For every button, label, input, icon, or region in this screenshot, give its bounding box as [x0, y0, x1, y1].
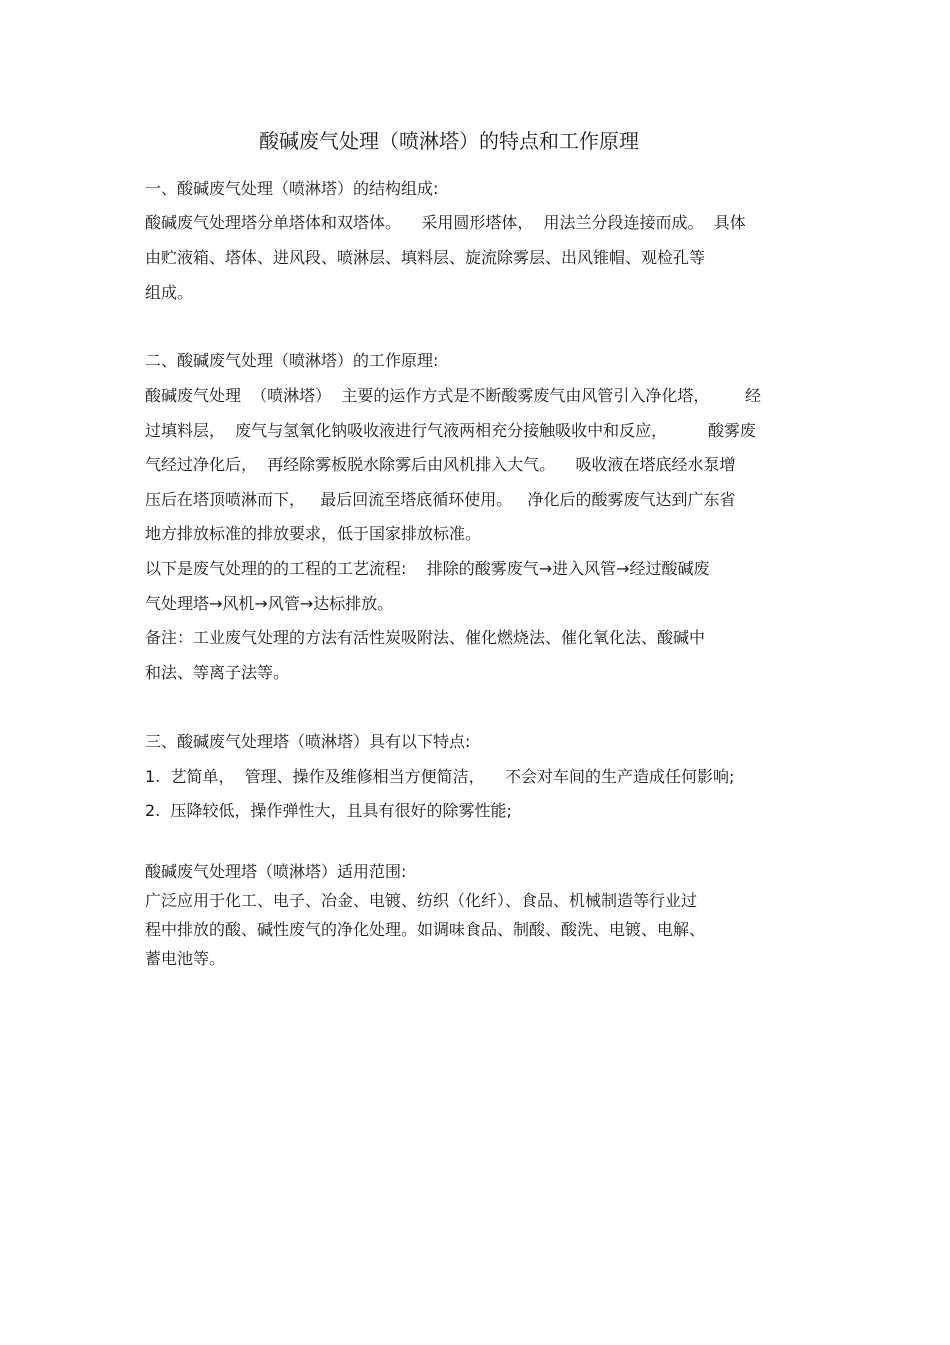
paragraph-line: 酸碱废气处理 （喷淋塔） 主要的运作方式是不断酸雾废气由风管引入净化塔， 经	[145, 386, 761, 405]
note-line: 和法、等离子法等。	[145, 663, 290, 682]
section-1-heading: 一、酸碱废气处理（喷淋塔）的结构组成:	[145, 179, 439, 198]
paragraph-line: 气经过净化后， 再经除雾板脱水除雾后由风机排入大气。 吸收液在塔底经水泵增	[145, 455, 736, 474]
paragraph-line: 酸碱废气处理塔分单塔体和双塔体。 采用圆形塔体， 用法兰分段连接而成。 具体	[145, 213, 746, 232]
feature-item-1: 1. 艺简单， 管理、操作及维修相当方便简洁， 不会对车间的生产造成任何影响;	[145, 767, 735, 786]
section-3-heading: 三、酸碱废气处理塔（喷淋塔）具有以下特点:	[145, 732, 471, 751]
paragraph-line: 地方排放标准的排放要求，低于国家排放标准。	[145, 524, 482, 543]
paragraph-line: 组成。	[145, 283, 194, 302]
process-flow-line: 以下是废气处理的的工程的工艺流程: 排除的酸雾废气→进入风管→经过酸碱废	[145, 559, 710, 578]
note-line: 备注：工业废气处理的方法有活性炭吸附法、催化燃烧法、催化氧化法、酸碱中	[145, 628, 706, 647]
scope-heading: 酸碱废气处理塔（喷淋塔）适用范围:	[145, 862, 407, 881]
document-title: 酸碱废气处理（喷淋塔）的特点和工作原理	[259, 129, 639, 153]
feature-item-2: 2. 压降较低，操作弹性大，且具有很好的除雾性能;	[145, 801, 512, 820]
process-flow-line: 气处理塔→风机→风管→达标排放。	[145, 594, 394, 613]
paragraph-line: 压后在塔顶喷淋而下， 最后回流至塔底循环使用。 净化后的酸雾废气达到广东省	[145, 490, 736, 509]
paragraph-line: 由贮液箱、塔体、进风段、喷淋层、填料层、旋流除雾层、出风锥帽、观检孔等	[145, 248, 706, 267]
paragraph-line: 过填料层， 废气与氢氧化钠吸收液进行气液两相充分接触吸收中和反应， 酸雾废	[145, 421, 756, 440]
scope-line: 广泛应用于化工、电子、冶金、电镀、纺织（化纤）、食品、机械制造等行业过	[145, 891, 698, 910]
section-2-heading: 二、酸碱废气处理（喷淋塔）的工作原理:	[145, 351, 439, 370]
scope-line: 蓄电池等。	[145, 949, 226, 968]
scope-line: 程中排放的酸、碱性废气的净化处理。如调味食品、制酸、酸洗、电镀、电解、	[145, 920, 706, 939]
